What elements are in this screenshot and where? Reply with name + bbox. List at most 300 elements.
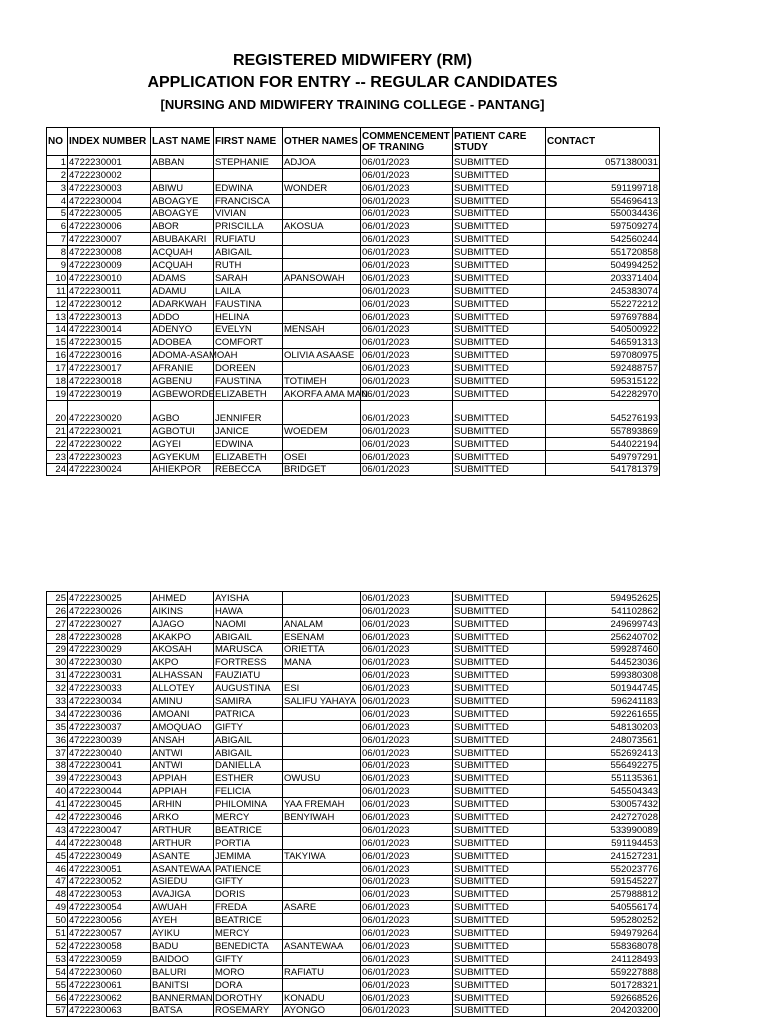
cell-no: 37 (47, 746, 68, 759)
cell-patient-care-study: SUBMITTED (453, 914, 546, 927)
cell-other-names (283, 978, 361, 991)
cell-no: 20 (47, 400, 68, 424)
cell-index-number: 4722230052 (68, 875, 151, 888)
cell-index-number: 4722230015 (68, 336, 151, 349)
cell-patient-care-study: SUBMITTED (453, 746, 546, 759)
cell-first-name: EVELYN (214, 323, 283, 336)
cell-index-number: 4722230034 (68, 695, 151, 708)
table-row (47, 720, 660, 733)
cell-last-name: AHIEKPOR (151, 463, 214, 476)
cell-patient-care-study: SUBMITTED (453, 927, 546, 940)
cell-first-name: RUFIATU (214, 233, 283, 246)
cell-commencement: 06/01/2023 (361, 246, 453, 259)
cell-contact: 501728321 (546, 978, 660, 991)
cell-other-names: WOEDEM (283, 424, 361, 437)
cell-first-name: BEATRICE (214, 824, 283, 837)
cell-commencement: 06/01/2023 (361, 207, 453, 220)
cell-no: 32 (47, 682, 68, 695)
cell-last-name: ARTHUR (151, 824, 214, 837)
cell-no: 39 (47, 772, 68, 785)
cell-other-names: BENYIWAH (283, 811, 361, 824)
cell-last-name: AFRANIE (151, 362, 214, 375)
cell-commencement: 06/01/2023 (361, 630, 453, 643)
cell-index-number: 4722230040 (68, 746, 151, 759)
cell-patient-care-study: SUBMITTED (453, 669, 546, 682)
cell-first-name: ESTHER (214, 772, 283, 785)
cell-last-name: ADAMU (151, 284, 214, 297)
cell-first-name: ROSEMARY (214, 1004, 283, 1017)
cell-no: 26 (47, 604, 68, 617)
cell-no: 10 (47, 272, 68, 285)
cell-last-name: AJAGO (151, 617, 214, 630)
cell-other-names (283, 888, 361, 901)
cell-contact: 242727028 (546, 811, 660, 824)
table-row (47, 349, 660, 362)
cell-index-number: 4722230003 (68, 181, 151, 194)
cell-last-name: ABOR (151, 220, 214, 233)
cell-other-names: AKORFA AMA MAN (284, 388, 368, 400)
cell-last-name: ACQUAH (151, 246, 214, 259)
cell-other-names: RAFIATU (283, 965, 361, 978)
title-line-3: [NURSING AND MIDWIFERY TRAINING COLLEGE - PANTANG] (160, 97, 545, 112)
cell-first-name: ELIZABETH (214, 450, 283, 463)
cell-patient-care-study: SUBMITTED (453, 424, 546, 437)
cell-index-number: 4722230028 (68, 630, 151, 643)
cell-no: 12 (47, 297, 68, 310)
cell-last-name: ARKO (151, 811, 214, 824)
cell-contact: 558368078 (546, 940, 660, 953)
cell-first-name: PATRICA (214, 708, 283, 721)
cell-last-name: AKPO (151, 656, 214, 669)
cell-patient-care-study: SUBMITTED (453, 772, 546, 785)
cell-no: 49 (47, 901, 68, 914)
cell-index-number: 4722230048 (68, 836, 151, 849)
header-first-name: FIRST NAME (214, 128, 283, 156)
cell-other-names (283, 836, 361, 849)
cell-contact: 542282970 (546, 388, 660, 401)
cell-other-names: TAKYIWA (283, 849, 361, 862)
table-row (47, 991, 660, 1004)
cell-index-number: 4722230012 (68, 297, 151, 310)
cell-no: 5 (47, 207, 68, 220)
cell-commencement: 06/01/2023 (361, 720, 453, 733)
cell-other-names (283, 284, 361, 297)
cell-first-name: RUTH (214, 259, 283, 272)
cell-patient-care-study: SUBMITTED (453, 375, 546, 388)
cell-patient-care-study: SUBMITTED (453, 1004, 546, 1017)
cell-contact: 549797291 (546, 450, 660, 463)
cell-other-names (283, 824, 361, 837)
cell-commencement: 06/01/2023 (361, 965, 453, 978)
table-row (47, 952, 660, 965)
cell-other-names (283, 259, 361, 272)
cell-patient-care-study: SUBMITTED (453, 310, 546, 323)
cell-first-name: GIFTY (214, 875, 283, 888)
cell-patient-care-study: SUBMITTED (453, 798, 546, 811)
cell-index-number: 4722230029 (68, 643, 151, 656)
cell-no: 22 (47, 437, 68, 450)
cell-no: 27 (47, 617, 68, 630)
cell-contact: 550034436 (546, 207, 660, 220)
cell-no: 31 (47, 669, 68, 682)
cell-first-name: STEPHANIE (214, 156, 283, 169)
table-row (47, 463, 660, 476)
cell-commencement: 06/01/2023 (361, 259, 453, 272)
cell-last-name: AMOANI (151, 708, 214, 721)
table-row (47, 772, 660, 785)
cell-other-names (283, 604, 361, 617)
cell-no: 53 (47, 952, 68, 965)
cell-first-name: MARUSCA (214, 643, 283, 656)
table-row (47, 630, 660, 643)
cell-last-name: AGBENU (151, 375, 214, 388)
cell-patient-care-study: SUBMITTED (453, 297, 546, 310)
cell-first-name: JANICE (214, 424, 283, 437)
cell-no: 54 (47, 965, 68, 978)
table-row (47, 156, 660, 169)
cell-no: 16 (47, 349, 68, 362)
cell-index-number: 4722230025 (68, 592, 151, 605)
cell-last-name: ALHASSAN (151, 669, 214, 682)
cell-commencement: 06/01/2023 (361, 388, 453, 401)
cell-other-names (283, 708, 361, 721)
cell-other-names (283, 592, 361, 605)
cell-last-name: ANTWI (151, 746, 214, 759)
cell-commencement: 06/01/2023 (361, 991, 453, 1004)
cell-index-number: 4722230008 (68, 246, 151, 259)
table-row (47, 656, 660, 669)
cell-first-name: ABIGAIL (214, 246, 283, 259)
cell-first-name: ABIGAIL (214, 746, 283, 759)
cell-contact: 592488757 (546, 362, 660, 375)
cell-last-name: ASANTEWAA (151, 862, 214, 875)
cell-no: 41 (47, 798, 68, 811)
cell-index-number: 4722230010 (68, 272, 151, 285)
table-row (47, 708, 660, 721)
cell-first-name: NAOMI (214, 617, 283, 630)
cell-other-names (283, 862, 361, 875)
table-row (47, 310, 660, 323)
cell-index-number: 4722230059 (68, 952, 151, 965)
cell-patient-care-study: SUBMITTED (453, 181, 546, 194)
cell-no: 28 (47, 630, 68, 643)
table-row (47, 207, 660, 220)
cell-first-name: FAUSTINA (214, 375, 283, 388)
cell-index-number: 4722230051 (68, 862, 151, 875)
table-row (47, 617, 660, 630)
cell-commencement: 06/01/2023 (361, 643, 453, 656)
header-commencement: COMMENCEMENT OF TRANING (361, 128, 453, 156)
cell-commencement: 06/01/2023 (361, 772, 453, 785)
cell-other-names (283, 437, 361, 450)
cell-other-names: WONDER (283, 181, 361, 194)
table-row (47, 168, 660, 181)
cell-no: 8 (47, 246, 68, 259)
cell-other-names (283, 207, 361, 220)
cell-no: 36 (47, 733, 68, 746)
cell-contact: 501944745 (546, 682, 660, 695)
cell-first-name: FREDA (214, 901, 283, 914)
cell-no: 42 (47, 811, 68, 824)
cell-last-name: APPIAH (151, 785, 214, 798)
cell-index-number: 4722230018 (68, 375, 151, 388)
cell-first-name: JENNIFER (214, 400, 283, 424)
cell-commencement: 06/01/2023 (361, 604, 453, 617)
cell-last-name: AGYEKUM (151, 450, 214, 463)
cell-index-number: 4722230057 (68, 927, 151, 940)
cell-no: 17 (47, 362, 68, 375)
cell-commencement: 06/01/2023 (361, 862, 453, 875)
cell-commencement: 06/01/2023 (361, 349, 453, 362)
cell-other-names: APANSOWAH (283, 272, 361, 285)
cell-commencement: 06/01/2023 (361, 424, 453, 437)
cell-last-name: AKOSAH (151, 643, 214, 656)
cell-index-number: 4722230011 (68, 284, 151, 297)
cell-last-name: ADOBEA (151, 336, 214, 349)
cell-first-name: HAWA (214, 604, 283, 617)
cell-no: 45 (47, 849, 68, 862)
cell-index-number: 4722230026 (68, 604, 151, 617)
cell-other-names (283, 914, 361, 927)
cell-index-number: 4722230009 (68, 259, 151, 272)
cell-commencement: 06/01/2023 (361, 695, 453, 708)
cell-contact: 594979264 (546, 927, 660, 940)
cell-other-names: AYONGO (283, 1004, 361, 1017)
cell-no: 11 (47, 284, 68, 297)
header-patient-care-study: PATIENT CARE STUDY (453, 128, 546, 156)
cell-last-name: ASIEDU (151, 875, 214, 888)
cell-index-number: 4722230036 (68, 708, 151, 721)
cell-last-name: ADENYO (151, 323, 214, 336)
cell-no: 7 (47, 233, 68, 246)
cell-patient-care-study: SUBMITTED (453, 349, 546, 362)
cell-commencement: 06/01/2023 (361, 746, 453, 759)
cell-commencement: 06/01/2023 (361, 450, 453, 463)
cell-contact: 556492275 (546, 759, 660, 772)
cell-first-name: COMFORT (214, 336, 283, 349)
cell-commencement: 06/01/2023 (361, 875, 453, 888)
cell-patient-care-study: SUBMITTED (453, 220, 546, 233)
cell-patient-care-study: SUBMITTED (453, 759, 546, 772)
cell-first-name: DOROTHY (214, 991, 283, 1004)
table-row (47, 1004, 660, 1017)
cell-commencement: 06/01/2023 (361, 811, 453, 824)
cell-first-name: BEATRICE (214, 914, 283, 927)
cell-contact: 599380308 (546, 669, 660, 682)
cell-other-names: ASARE (283, 901, 361, 914)
cell-commencement: 06/01/2023 (361, 952, 453, 965)
cell-other-names (283, 194, 361, 207)
cell-patient-care-study: SUBMITTED (453, 862, 546, 875)
table-row (47, 181, 660, 194)
title-line-1: REGISTERED MIDWIFERY (RM) (232, 52, 473, 69)
cell-no: 2 (47, 168, 68, 181)
cell-first-name: DORA (214, 978, 283, 991)
cell-contact: 248073561 (546, 733, 660, 746)
table-row (47, 388, 660, 401)
cell-no: 4 (47, 194, 68, 207)
cell-contact: 540500922 (546, 323, 660, 336)
cell-other-names (283, 400, 361, 424)
table-row (47, 682, 660, 695)
cell-patient-care-study: SUBMITTED (453, 617, 546, 630)
cell-first-name: SAMIRA (214, 695, 283, 708)
cell-last-name (151, 168, 214, 181)
cell-index-number: 4722230024 (68, 463, 151, 476)
cell-first-name: GIFTY (214, 720, 283, 733)
cell-index-number: 4722230030 (68, 656, 151, 669)
cell-commencement: 06/01/2023 (361, 759, 453, 772)
cell-first-name: EDWINA (214, 181, 283, 194)
cell-first-name: DORIS (214, 888, 283, 901)
cell-other-names: TOTIMEH (283, 375, 361, 388)
cell-last-name: ACQUAH (151, 259, 214, 272)
cell-contact: 241128493 (546, 952, 660, 965)
table-row (47, 194, 660, 207)
cell-no: 35 (47, 720, 68, 733)
cell-no: 13 (47, 310, 68, 323)
cell-index-number: 4722230049 (68, 849, 151, 862)
cell-patient-care-study: SUBMITTED (453, 156, 546, 169)
cell-commencement: 06/01/2023 (361, 437, 453, 450)
cell-contact: 544523036 (546, 656, 660, 669)
cell-commencement: 06/01/2023 (361, 220, 453, 233)
cell-commencement: 06/01/2023 (361, 901, 453, 914)
cell-other-names: MENSAH (283, 323, 361, 336)
table-row (47, 375, 660, 388)
cell-contact: 542560244 (546, 233, 660, 246)
table-row (47, 914, 660, 927)
header-no: NO (47, 128, 68, 156)
cell-no: 44 (47, 836, 68, 849)
cell-contact: 599287460 (546, 643, 660, 656)
cell-other-names: OLIVIA ASAASE (283, 349, 361, 362)
cell-last-name: ABUBAKARI (151, 233, 214, 246)
cell-other-names: ASANTEWAA (283, 940, 361, 953)
cell-other-names: OWUSU (283, 772, 361, 785)
cell-index-number: 4722230001 (68, 156, 151, 169)
cell-index-number: 4722230062 (68, 991, 151, 1004)
cell-other-names: BRIDGET (283, 463, 361, 476)
cell-last-name: ABOAGYE (151, 194, 214, 207)
cell-other-names: ORIETTA (283, 643, 361, 656)
cell-no: 38 (47, 759, 68, 772)
cell-commencement: 06/01/2023 (361, 233, 453, 246)
table-row (47, 604, 660, 617)
cell-contact: 203371404 (546, 272, 660, 285)
cell-other-names (283, 336, 361, 349)
cell-commencement: 06/01/2023 (361, 284, 453, 297)
cell-last-name: ARTHUR (151, 836, 214, 849)
cell-first-name: FELICIA (214, 785, 283, 798)
cell-no: 23 (47, 450, 68, 463)
cell-other-names (283, 952, 361, 965)
cell-first-name: AUGUSTINA (214, 682, 283, 695)
cell-first-name: ABIGAIL (214, 630, 283, 643)
cell-commencement: 06/01/2023 (361, 978, 453, 991)
cell-patient-care-study: SUBMITTED (453, 168, 546, 181)
header-contact: CONTACT (546, 128, 660, 156)
cell-no: 40 (47, 785, 68, 798)
cell-contact: 256240702 (546, 630, 660, 643)
cell-index-number: 4722230016 (68, 349, 151, 362)
table-row (47, 836, 660, 849)
table-row (47, 592, 660, 605)
cell-contact: 591194453 (546, 836, 660, 849)
cell-other-names (283, 362, 361, 375)
cell-first-name: BENEDICTA (214, 940, 283, 953)
cell-first-name: DOREEN (214, 362, 283, 375)
table-row (47, 695, 660, 708)
cell-commencement: 06/01/2023 (361, 708, 453, 721)
cell-other-names: ANALAM (283, 617, 361, 630)
cell-contact: 552272212 (546, 297, 660, 310)
cell-last-name: ABIWU (151, 181, 214, 194)
cell-no: 56 (47, 991, 68, 1004)
cell-commencement: 06/01/2023 (361, 888, 453, 901)
cell-patient-care-study: SUBMITTED (453, 849, 546, 862)
cell-contact: 596241183 (546, 695, 660, 708)
cell-contact: 595280252 (546, 914, 660, 927)
table-row (47, 643, 660, 656)
table-row (47, 746, 660, 759)
table-row (47, 450, 660, 463)
cell-other-names (283, 927, 361, 940)
table-row (47, 669, 660, 682)
cell-patient-care-study: SUBMITTED (453, 272, 546, 285)
cell-last-name: ADDO (151, 310, 214, 323)
cell-patient-care-study: SUBMITTED (453, 952, 546, 965)
cell-commencement: 06/01/2023 (361, 836, 453, 849)
cell-patient-care-study: SUBMITTED (453, 720, 546, 733)
cell-contact: 592261655 (546, 708, 660, 721)
cell-other-names (283, 875, 361, 888)
cell-contact: 551135361 (546, 772, 660, 785)
cell-contact: 597697884 (546, 310, 660, 323)
cell-patient-care-study: SUBMITTED (453, 695, 546, 708)
cell-index-number: 4722230041 (68, 759, 151, 772)
cell-patient-care-study: SUBMITTED (453, 207, 546, 220)
document-header (0, 50, 705, 116)
cell-first-name: FAUZIATU (214, 669, 283, 682)
cell-index-number: 4722230014 (68, 323, 151, 336)
cell-patient-care-study: SUBMITTED (453, 592, 546, 605)
cell-patient-care-study: SUBMITTED (453, 362, 546, 375)
cell-last-name: BANITSI (151, 978, 214, 991)
cell-commencement: 06/01/2023 (361, 323, 453, 336)
cell-commencement: 06/01/2023 (361, 669, 453, 682)
table-row (47, 798, 660, 811)
title-line-2: APPLICATION FOR ENTRY -- REGULAR CANDIDATES (147, 74, 558, 91)
candidates-table-1 (46, 127, 660, 476)
cell-commencement: 06/01/2023 (361, 156, 453, 169)
cell-other-names: YAA FREMAH (283, 798, 361, 811)
cell-patient-care-study: SUBMITTED (453, 194, 546, 207)
cell-no: 43 (47, 824, 68, 837)
cell-last-name: AMOQUAO (151, 720, 214, 733)
cell-last-name: ANTWI (151, 759, 214, 772)
candidates-table-2 (46, 591, 660, 1017)
cell-patient-care-study: SUBMITTED (453, 323, 546, 336)
cell-patient-care-study: SUBMITTED (453, 991, 546, 1004)
cell-no: 30 (47, 656, 68, 669)
cell-first-name: MERCY (214, 811, 283, 824)
table-row (47, 220, 660, 233)
table-row (47, 246, 660, 259)
cell-contact: 245383074 (546, 284, 660, 297)
cell-last-name: ABBAN (151, 156, 214, 169)
cell-patient-care-study: SUBMITTED (453, 836, 546, 849)
